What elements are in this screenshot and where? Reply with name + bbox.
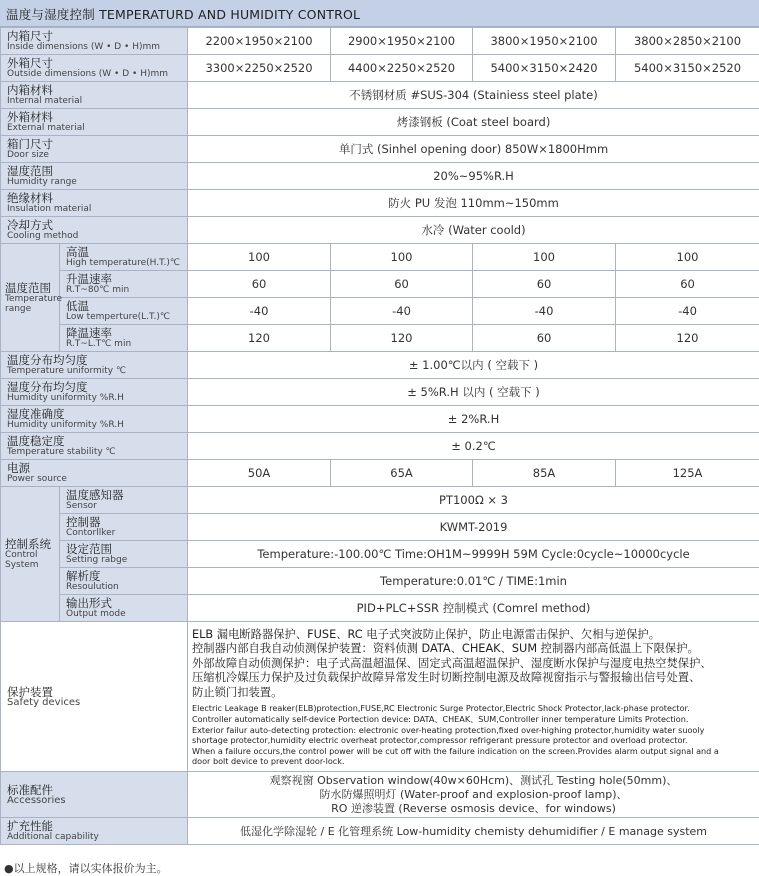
- label-en: Low temperture(L.T.)℃: [60, 312, 187, 322]
- label-en: Resoulution: [60, 582, 187, 592]
- cell-value: 85A: [473, 460, 616, 487]
- label-humidity-range: [1, 163, 188, 190]
- row-external-material: [1, 109, 759, 136]
- safety-line-cn: 外部故障自动侦测保护：电子式高温超温保、固定式高温超温保护、湿度断水保护与湿度电热空焚保护、: [192, 657, 756, 672]
- label-cn: 高温: [60, 246, 187, 258]
- label-en: Sensor: [60, 501, 187, 511]
- cell-value: ± 1.00℃以内 ( 空载下 ): [188, 352, 759, 379]
- safety-line-cn: 控制器内部自我自动侦测保护装置：资料侦测 DATA、CHEAK、SUM 控制器内部高低温上下限保护。: [192, 642, 756, 657]
- cell-value: 100: [188, 244, 331, 271]
- group-label-en: range: [1, 304, 59, 314]
- cell-value: 不锈钢材质 #SUS-304 (Stainiess steel plate): [188, 82, 759, 109]
- label-en: Output mode: [60, 609, 187, 619]
- label-cn: 内箱尺寸: [1, 30, 187, 42]
- label-additional-capability: [1, 818, 188, 845]
- label-en: Accessories: [1, 796, 187, 806]
- row-power-source: [1, 460, 759, 487]
- row-setting-range: [1, 541, 759, 568]
- label-en: External material: [1, 123, 187, 133]
- group-label-cn: 温度范围: [1, 282, 59, 294]
- cell-value: 3800×1950×2100: [473, 28, 616, 55]
- cell-value: Temperature:0.01℃ / TIME:1min: [188, 568, 759, 595]
- label-high-temperature: [60, 244, 188, 271]
- label-cn: 湿度范围: [1, 165, 187, 177]
- cell-value: 60: [616, 271, 759, 298]
- label-humidity-accuracy: [1, 406, 188, 433]
- footnote: ●以上规格，请以实体报价为主。: [4, 860, 168, 876]
- label-insulation: [1, 190, 188, 217]
- label-cn: 设定范围: [60, 543, 187, 555]
- row-resolution: [1, 568, 759, 595]
- label-en: R.T~80℃ min: [60, 285, 187, 295]
- group-temperature-range: [1, 244, 60, 352]
- row-controller: [1, 514, 759, 541]
- label-controller: [60, 514, 188, 541]
- cell-value: 100: [331, 244, 473, 271]
- label-cn: 温度感知器: [60, 489, 187, 501]
- label-internal-material: [1, 82, 188, 109]
- cell-value: 120: [616, 325, 759, 352]
- cell-value: 低湿化学除湿轮 / E 化管理系统 Low-humidity chemisty dehumidifier / E manage system: [188, 818, 759, 845]
- cell-value: 65A: [331, 460, 473, 487]
- label-en: R.T~L.T℃ min: [60, 339, 187, 349]
- label-en: Humidity range: [1, 177, 187, 187]
- label-power-source: [1, 460, 188, 487]
- cell-value: 60: [473, 271, 616, 298]
- label-cn: 解析度: [60, 570, 187, 582]
- cell-value: 3800×2850×2100: [616, 28, 759, 55]
- safety-line-en: Electric Leakage B reaker(ELB)protection,FUSE,RC Electronic Surge Protector,Electric Shock Protector,lack-phase protector.: [192, 703, 756, 714]
- label-en: Humidity uniformity %R.H: [1, 393, 187, 403]
- label-en: Humidity uniformity %R.H: [1, 420, 187, 430]
- label-temperature-uniformity: [1, 352, 188, 379]
- accessory-line: 观察视窗 Observation window(40w×60Hcm)、测试孔 Testing hole(50mm)、: [188, 774, 759, 788]
- cell-value: 烤漆钢板 (Coat steel board): [188, 109, 759, 136]
- cell-value: PID+PLC+SSR 控制模式 (Comrel method): [188, 595, 759, 622]
- safety-line-en: shortage protector,humidity electric overheat protector,compressor refrigerant pressure protector and overload protector.: [192, 735, 756, 746]
- row-low-temperature: [1, 298, 759, 325]
- label-cn: 湿度分布均匀度: [1, 381, 187, 393]
- row-humidity-accuracy: [1, 406, 759, 433]
- label-en: High temperature(H.T.)℃: [60, 258, 187, 268]
- label-accessories: [1, 772, 188, 818]
- safety-line-cn: 压缩机冷媒压力保护及过负载保护故障异常发生时切断控制电源及故障视窗指示与警报输出信号处置、: [192, 671, 756, 686]
- cell-value: ± 0.2℃: [188, 433, 759, 460]
- row-door-size: [1, 136, 759, 163]
- label-cn: 电源: [1, 462, 187, 474]
- label-cn: 标准配件: [1, 784, 187, 796]
- label-en: Temperature stability ℃: [1, 447, 187, 457]
- label-heating-rate: [60, 271, 188, 298]
- label-cn: 绝缘材料: [1, 192, 187, 204]
- label-en: Outside dimensions (W • D • H)mm: [1, 69, 187, 79]
- label-external-material: [1, 109, 188, 136]
- label-cn: 温度稳定度: [1, 435, 187, 447]
- label-cn: 箱门尺寸: [1, 138, 187, 150]
- label-cn: 外箱材料: [1, 111, 187, 123]
- row-outside-dimensions: [1, 55, 759, 82]
- cell-value: 单门式 (Sinhel opening door) 850W×1800Hmm: [188, 136, 759, 163]
- cell-value: -40: [331, 298, 473, 325]
- label-resolution: [60, 568, 188, 595]
- label-en: Internal material: [1, 96, 187, 106]
- label-en: Additional capability: [1, 832, 187, 842]
- section-title: 温度与湿度控制 TEMPERATURD AND HUMIDITY CONTROL: [6, 5, 360, 23]
- cell-value: 60: [473, 325, 616, 352]
- group-label-en: Control: [1, 550, 59, 560]
- safety-line-en: Exterior failur auto-detecting protection: electronic over-heating protection,fixed over-highing protector,humidity water suooly: [192, 725, 756, 736]
- cell-value: PT100Ω × 3: [188, 487, 759, 514]
- label-en: Contorllker: [60, 528, 187, 538]
- cell-value: 5400×3150×2520: [616, 55, 759, 82]
- label-en: Cooling method: [1, 231, 187, 241]
- row-cooling-rate: [1, 325, 759, 352]
- label-cn: 内箱材料: [1, 84, 187, 96]
- cell-value: 20%~95%R.H: [188, 163, 759, 190]
- cell-value: -40: [188, 298, 331, 325]
- label-cn: 湿度准确度: [1, 408, 187, 420]
- safety-line-en: When a failure occurs,the control power will be cut off with the failure indication on the screen.Provides alarm output signal and a: [192, 746, 756, 757]
- row-temperature-uniformity: [1, 352, 759, 379]
- label-output-mode: [60, 595, 188, 622]
- label-cn: 保护装置: [1, 686, 187, 698]
- label-en: Door size: [1, 150, 187, 160]
- row-insulation: [1, 190, 759, 217]
- label-setting-range: [60, 541, 188, 568]
- group-control-system: [1, 487, 60, 622]
- row-humidity-range: [1, 163, 759, 190]
- label-en: Safety devices: [1, 698, 187, 708]
- cell-value: 4400×2250×2520: [331, 55, 473, 82]
- cell-value: -40: [616, 298, 759, 325]
- label-cooling-method: [1, 217, 188, 244]
- label-safety-devices: [1, 622, 188, 772]
- safety-line-cn: 防止锁门扣装置。: [192, 686, 756, 701]
- label-en: Power source: [1, 474, 187, 484]
- safety-devices-text: [192, 628, 756, 768]
- row-output-mode: [1, 595, 759, 622]
- label-cn: 扩充性能: [1, 820, 187, 832]
- cell-value: 2200×1950×2100: [188, 28, 331, 55]
- cell-value: 50A: [188, 460, 331, 487]
- row-sensor: [1, 487, 759, 514]
- cell-value: 120: [188, 325, 331, 352]
- row-inside-dimensions: [1, 28, 759, 55]
- label-cn: 输出形式: [60, 597, 187, 609]
- safety-line-en: Controller automatically self-device Portection device: DATA、CHEAK、SUM,Controller inner temperature Limits Protection.: [192, 714, 756, 725]
- cell-value: 5400×3150×2420: [473, 55, 616, 82]
- accessories-list: [188, 772, 759, 818]
- label-cooling-rate: [60, 325, 188, 352]
- label-en: Insulation material: [1, 204, 187, 214]
- label-humidity-uniformity: [1, 379, 188, 406]
- cell-value: Temperature:-100.00℃ Time:OH1M~9999H 59M Cycle:0cycle~10000cycle: [188, 541, 759, 568]
- cell-value: 125A: [616, 460, 759, 487]
- label-en: Temperature uniformity ℃: [1, 366, 187, 376]
- cell-value: 水冷 (Water coold): [188, 217, 759, 244]
- row-internal-material: [1, 82, 759, 109]
- cell-value: ± 5%R.H 以内 ( 空载下 ): [188, 379, 759, 406]
- cell-value: 2900×1950×2100: [331, 28, 473, 55]
- safety-line-en: door bolt device to prevent door-lock.: [192, 756, 756, 767]
- cell-value: 防火 PU 发泡 110mm~150mm: [188, 190, 759, 217]
- row-heating-rate: [1, 271, 759, 298]
- row-temperature-stability: [1, 433, 759, 460]
- label-cn: 低温: [60, 300, 187, 312]
- label-cn: 控制器: [60, 516, 187, 528]
- label-temperature-stability: [1, 433, 188, 460]
- accessory-line: 防水防爆照明灯 (Water-proof and explosion-proof lamp)、: [188, 788, 759, 802]
- cell-value: ± 2%R.H: [188, 406, 759, 433]
- row-accessories: [1, 772, 759, 818]
- label-outside-dimensions: [1, 55, 188, 82]
- label-door-size: [1, 136, 188, 163]
- label-inside-dimensions: [1, 28, 188, 55]
- cell-value: 120: [331, 325, 473, 352]
- cell-value: 100: [616, 244, 759, 271]
- label-cn: 降温速率: [60, 327, 187, 339]
- label-en: Inside dimensions (W • D • H)mm: [1, 42, 187, 52]
- accessory-line: RO 逆渗装置 (Reverse osmosis device、for windows): [188, 802, 759, 816]
- cell-value: 100: [473, 244, 616, 271]
- cell-value: 60: [188, 271, 331, 298]
- label-sensor: [60, 487, 188, 514]
- group-label-en: Temperature: [1, 294, 59, 304]
- cell-value: 3300×2250×2520: [188, 55, 331, 82]
- group-label-cn: 控制系统: [1, 538, 59, 550]
- section-title-bar: [0, 0, 759, 27]
- cell-value: 60: [331, 271, 473, 298]
- label-cn: 温度分布均匀度: [1, 354, 187, 366]
- group-label-en: System: [1, 560, 59, 570]
- cell-value: -40: [473, 298, 616, 325]
- safety-line-cn: ELB 漏电断路器保护、FUSE、RC 电子式突波防止保护，防止电源雷击保护、欠相与逆保护。: [192, 628, 756, 643]
- label-cn: 外箱尺寸: [1, 57, 187, 69]
- label-low-temperature: [60, 298, 188, 325]
- row-high-temperature: [1, 244, 759, 271]
- label-en: Setting rabge: [60, 555, 187, 565]
- row-humidity-uniformity: [1, 379, 759, 406]
- label-cn: 冷却方式: [1, 219, 187, 231]
- row-cooling-method: [1, 217, 759, 244]
- label-cn: 升温速率: [60, 273, 187, 285]
- row-additional-capability: [1, 818, 759, 845]
- cell-value: KWMT-2019: [188, 514, 759, 541]
